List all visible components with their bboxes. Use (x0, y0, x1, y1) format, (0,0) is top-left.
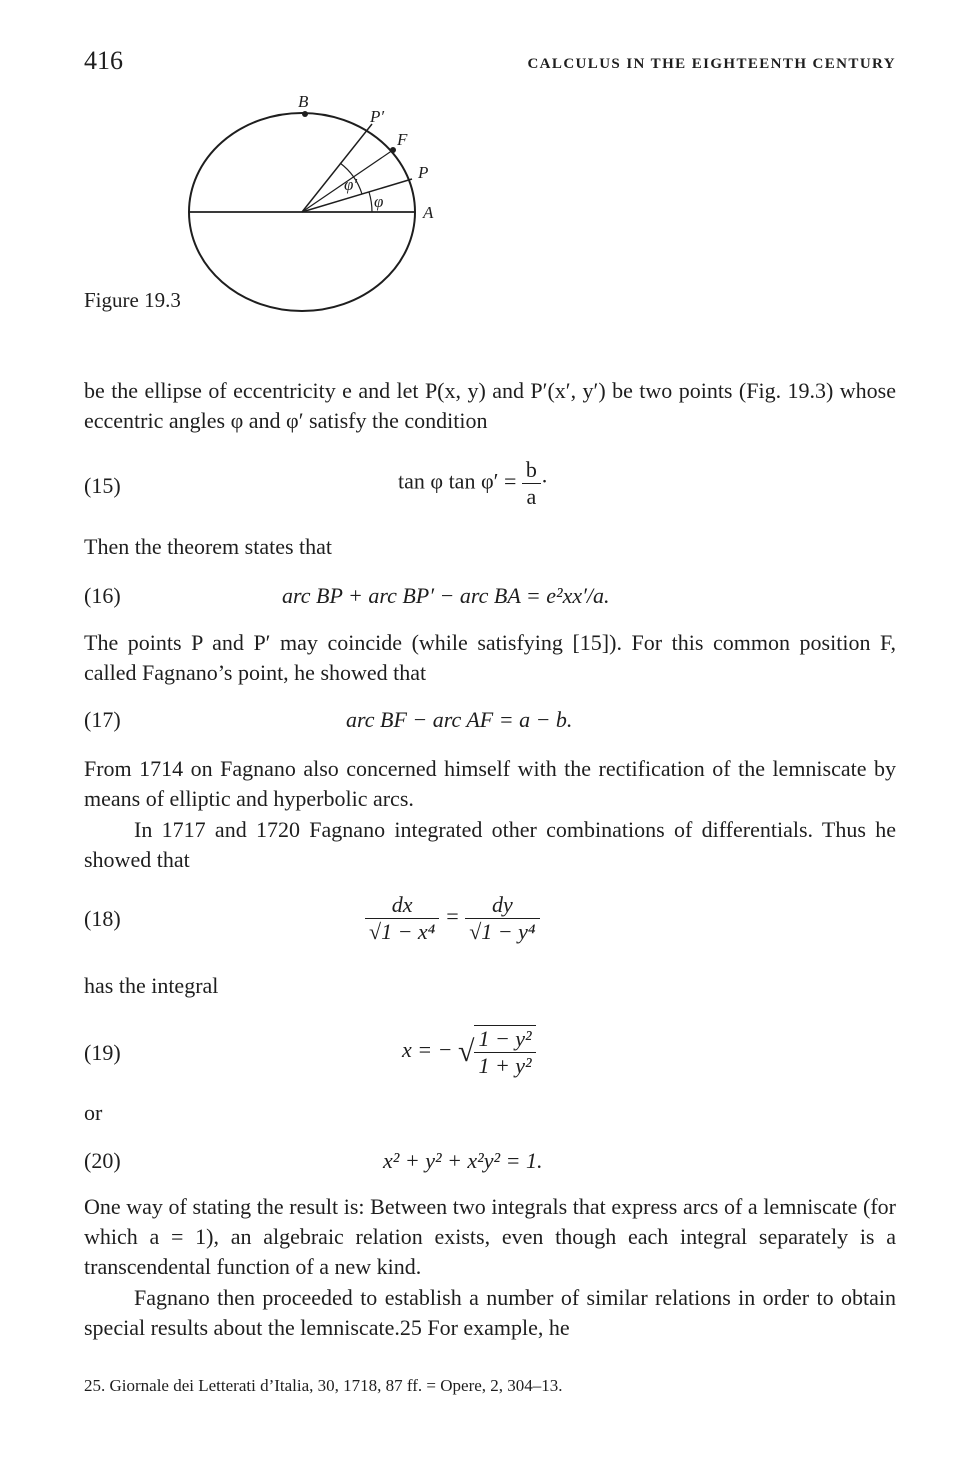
equation-15 (398, 457, 548, 510)
label-P-prime: P′ (370, 107, 385, 126)
eq19-denominator: 1 + y² (478, 1053, 532, 1078)
eq18-fraction-right (465, 892, 539, 945)
point-B-dot (302, 111, 308, 117)
label-A: A (423, 203, 434, 222)
ellipse-diagram (175, 90, 445, 322)
paragraph-6: has the integral (84, 973, 219, 998)
eq19-numerator: 1 − y² (474, 1026, 535, 1053)
radius-to-P-prime (302, 124, 372, 212)
footnote-25: 25. Giornale dei Letterati d’Italia, 30, 1718, 87 ff. = Opere, 2, 304–13. (84, 1376, 563, 1395)
eq18-denominator-left: √1 − x⁴ (369, 919, 436, 944)
eq19-fraction (474, 1025, 535, 1079)
running-head: CALCULUS IN THE EIGHTEENTH CENTURY (527, 56, 896, 72)
eq18-equals: = (444, 903, 460, 929)
eq15-lhs: tan φ tan φ′ = (398, 468, 517, 494)
angle-phi-arc (369, 192, 372, 212)
figure-caption: Figure 19.3 (84, 288, 181, 312)
equation-16: arc BP + arc BP′ − arc BA = e²xx′/a. (282, 583, 610, 608)
paragraph-5: In 1717 and 1720 Fagnano integrated other combinations of differentials. Thus he showed that (84, 817, 896, 872)
eq15-tail: · (540, 468, 549, 494)
eq18-denominator-right: √1 − y⁴ (469, 919, 536, 944)
label-P: P (418, 163, 429, 182)
paragraph-7: or (84, 1100, 103, 1125)
label-F: F (397, 130, 408, 149)
eq18-numerator-left: dx (365, 892, 439, 919)
paragraph-2: Then the theorem states that (84, 534, 333, 559)
eq15-fraction (522, 457, 541, 510)
eq18-numerator-right: dy (465, 892, 539, 919)
paragraph-1: be the ellipse of eccentricity e and let P(x, y) and P′(x′, y′) be two points (Fig. 19.3) whose eccentric angles φ and φ′ satisfy the condition (84, 378, 896, 433)
equation-18 (365, 892, 540, 945)
eq18-number: (18) (84, 906, 121, 931)
eq19-lhs: x = − (402, 1037, 453, 1063)
eq19-number: (19) (84, 1040, 121, 1065)
paragraph-3: The points P and P′ may coincide (while satisfying [15]). For this common position F, called Fagnano’s point, he showed that (84, 630, 896, 685)
label-phi-prime: φ′ (344, 175, 358, 194)
equation-19 (402, 1025, 536, 1079)
label-phi: φ (374, 192, 384, 211)
paragraph-4: From 1714 on Fagnano also concerned himself with the rectification of the lemniscate by means of elliptic and hyperbolic arcs. (84, 756, 896, 811)
equation-20: x² + y² + x²y² = 1. (383, 1148, 543, 1173)
eq19-radical-sign: √ (457, 1035, 475, 1068)
eq18-fraction-left (365, 892, 439, 945)
page-number: 416 (84, 46, 123, 75)
equation-17: arc BF − arc AF = a − b. (346, 707, 573, 732)
eq15-number: (15) (84, 473, 121, 498)
ellipse-figure (175, 90, 445, 322)
eq17-number: (17) (84, 707, 121, 732)
eq15-numerator: b (522, 457, 541, 484)
paragraph-8: One way of stating the result is: Between two integrals that express arcs of a lemniscate (for which a = 1), an algebraic relation exists, even though each integral separately is a transcendental function of a new kind. (84, 1194, 896, 1279)
label-B: B (298, 92, 309, 111)
eq15-denominator: a (526, 484, 537, 509)
paragraph-9: Fagnano then proceeded to establish a number of similar relations in order to obtain special results about the lemniscate.25 For example, he (84, 1285, 896, 1340)
point-F-dot (390, 147, 396, 153)
eq20-number: (20) (84, 1148, 121, 1173)
eq16-number: (16) (84, 583, 121, 608)
